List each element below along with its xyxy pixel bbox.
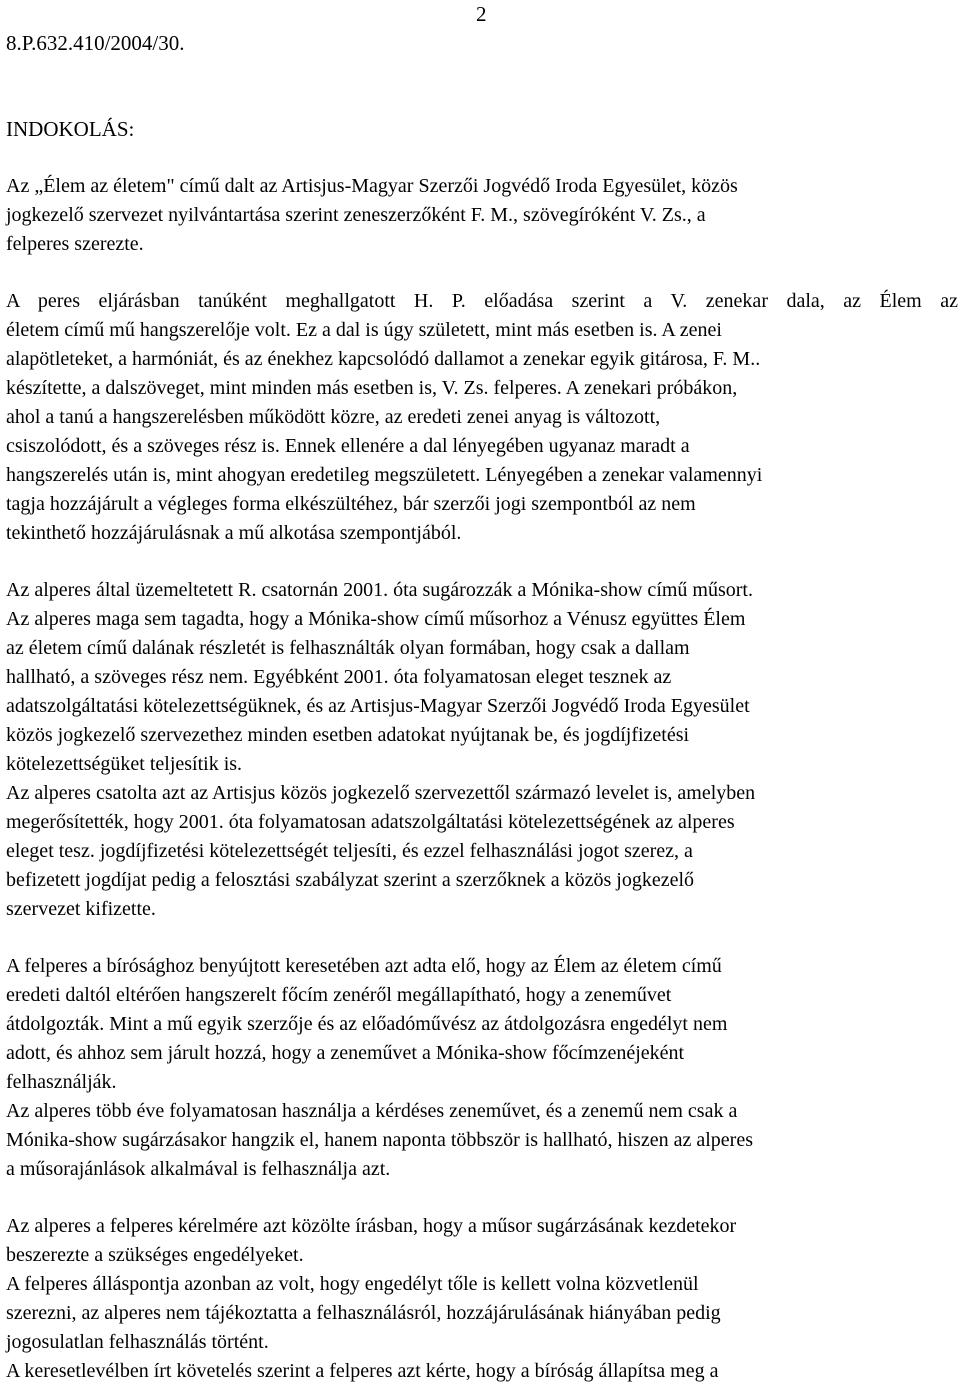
paragraph [6, 779, 958, 924]
text-line: szervezet kifizette. [6, 898, 156, 920]
text-line: Mónika-show sugárzásakor hangzik el, hanem naponta többször is hallható, hiszen az alperes [6, 1129, 753, 1151]
case-number: 8.P.632.410/2004/30. [6, 31, 185, 55]
text-line: szerezni, az alperes nem tájékoztatta a felhasználásról, hozzájárulásának hiányában pedig [6, 1302, 721, 1324]
text-line: Az alperes csatolta azt az Artisjus közös jogkezelő szervezettől származó levelet is, amelyben [6, 782, 756, 804]
paragraph [6, 1270, 958, 1357]
text-line: Az alperes maga sem tagadta, hogy a Mónika-show című műsorhoz a Vénusz együttes Élem [6, 608, 746, 630]
paragraph-spacer [6, 259, 958, 287]
text-line: Az „Élem az életem" című dalt az Artisjus-Magyar Szerzői Jogvédő Iroda Egyesület, közös [6, 175, 738, 197]
text-line: tekinthető hozzájárulásnak a mű alkotása szempontjából. [6, 522, 462, 544]
text-line: az életem című dalának részletét is felhasználták olyan formában, hogy csak a dallam [6, 637, 690, 659]
text-line: A felperes álláspontja azonban az volt, hogy engedélyt tőle is kellett volna közvetlenül [6, 1273, 699, 1295]
text-line: felperes szerezte. [6, 233, 144, 255]
text-line: felhasználják. [6, 1071, 117, 1093]
paragraph [6, 287, 958, 548]
text-line: kötelezettségüket teljesítik is. [6, 753, 243, 775]
paragraph [6, 1357, 958, 1386]
text-line: alapötleteket, a harmóniát, és az énekhez kapcsolódó dallamot a zenekar egyik gitárosa, F. M.. [6, 348, 761, 370]
paragraph [6, 1212, 958, 1270]
text-line: ahol a tanú a hangszerelésben működött közre, az eredeti zenei anyag is változott, [6, 406, 661, 428]
text-line: adatszolgáltatási kötelezettségüknek, és az Artisjus-Magyar Szerzői Jogvédő Iroda Egyesület [6, 695, 750, 717]
text-line: eleget tesz. jogdíjfizetési kötelezettségét teljesíti, és ezzel felhasználási jogot szerez, a [6, 840, 693, 862]
text-line: A keresetlevélben írt követelés szerint a felperes azt kérte, hogy a bíróság állapítsa meg a [6, 1360, 719, 1382]
paragraph [6, 172, 958, 259]
text-line: A felperes a bírósághoz benyújtott keresetében azt adta elő, hogy az Élem az életem című [6, 955, 722, 977]
text-line: Az alperes által üzemeltetett R. csatornán 2001. óta sugározzák a Mónika-show című műsort. [6, 579, 753, 601]
text-line: a műsorajánlások alkalmával is felhasználja azt. [6, 1158, 391, 1180]
text-line: A peres eljárásban tanúként meghallgatott H. P. előadása szerint a V. zenekar dala, az Élem az [6, 290, 958, 312]
text-line: átdolgozták. Mint a mű egyik szerzője és az előadóművész az átdolgozásra engedélyt nem [6, 1013, 728, 1035]
text-line: beszerezte a szükséges engedélyeket. [6, 1244, 304, 1266]
document-body [6, 172, 958, 1386]
text-line: készítette, a dalszöveget, mint minden más esetben is, V. Zs. felperes. A zenekari próbákon, [6, 377, 738, 399]
paragraph [6, 1097, 958, 1184]
text-line: hangszerelés után is, mint ahogyan eredetileg megszületett. Lényegében a zenekar valamennyi [6, 464, 763, 486]
paragraph [6, 605, 958, 779]
text-line: Az alperes több éve folyamatosan használja a kérdéses zeneművet, és a zenemű nem csak a [6, 1100, 738, 1122]
text-line: jogkezelő szervezet nyilvántartása szerint zeneszerzőként F. M., szövegíróként V. Zs., a [6, 204, 706, 226]
text-line: adott, és ahhoz sem járult hozzá, hogy a zeneművet a Mónika-show főcímzenéjeként [6, 1042, 685, 1064]
text-line: befizetett jogdíjat pedig a felosztási szabályzat szerint a szerzőknek a közös jogkezelő [6, 869, 695, 891]
text-line: Az alperes a felperes kérelmére azt közölte írásban, hogy a műsor sugárzásának kezdetekor [6, 1215, 737, 1237]
text-line: eredeti daltól eltérően hangszerelt főcím zenéről megállapítható, hogy a zeneművet [6, 984, 672, 1006]
text-line: tagja hozzájárult a végleges forma elkészültéhez, bár szerzői jogi szempontból az nem [6, 493, 696, 515]
paragraph-spacer [6, 924, 958, 952]
text-line: megerősítették, hogy 2001. óta folyamatosan adatszolgáltatási kötelezettségének az alperes [6, 811, 735, 833]
text-line: közös jogkezelő szervezethez minden esetben adatokat nyújtanak be, és jogdíjfizetési [6, 724, 690, 746]
page-number: 2 [476, 2, 487, 26]
paragraph [6, 952, 958, 1097]
paragraph-spacer [6, 1184, 958, 1212]
text-line: hallható, a szöveges rész nem. Egyébként 2001. óta folyamatosan eleget tesznek az [6, 666, 672, 688]
text-line: csiszolódott, és a szöveges rész is. Ennek ellenére a dal lényegében ugyanaz maradt a [6, 435, 690, 457]
paragraph [6, 576, 958, 605]
section-heading: INDOKOLÁS: [6, 117, 135, 141]
paragraph-spacer [6, 548, 958, 576]
text-line: életem című mű hangszerelője volt. Ez a dal is úgy született, mint más esetben is. A zenei [6, 319, 722, 341]
text-line: jogosulatlan felhasználás történt. [6, 1331, 269, 1353]
